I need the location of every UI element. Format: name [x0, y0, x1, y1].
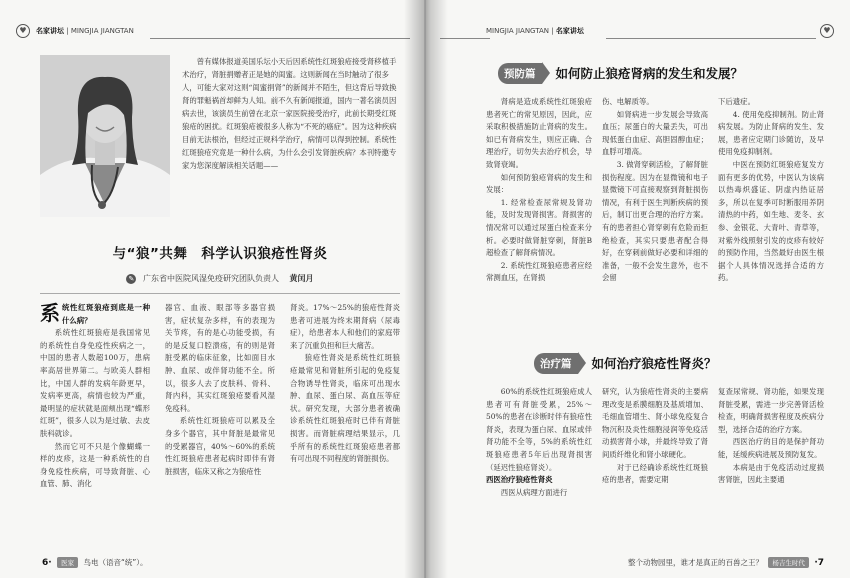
badge-arrow	[542, 62, 550, 84]
section-heading-prevention	[498, 62, 743, 84]
paragraph: 西医从病理方面进行	[500, 487, 568, 497]
header-pinyin: MINGJIA JIANGTAN	[486, 27, 549, 35]
paragraph: 复查尿常规、肾功能，如果发现肾脏受累，需进一步完善肾活检检查，明确肾损害程度及疾病分型，选择合适的治疗方案。	[718, 387, 824, 434]
paragraph: 如肾病进一步发展会导致高血压；尿蛋白的大量丢失，可出现低蛋白血症、高胆固醇血症；血脬可增高。	[602, 109, 708, 157]
paragraph: 肾炎。17%～25%的狼疮性肾炎患者可进展为终末期肾病（尿毒症），给患者本人和他们的家庭带来了沉重负担和巨大痛苦。	[290, 303, 400, 350]
section-badge: 预防篇	[498, 63, 542, 84]
question-text: 统性红斑狼疮到底是一种什么病？	[62, 303, 150, 325]
badge-arrow	[578, 352, 586, 374]
paragraph: 西医治疗的目的是保护肾功能，延缓疾病进展及预防复发。	[718, 437, 824, 459]
paragraph: 4. 使用免疫抑制剂。防止肾病发展。为防止肾病的发生、发展，患者应定期门诊随访，及早使用免疫抑制剂。	[718, 109, 824, 157]
footer-tag: 杨吉生时代	[768, 557, 809, 568]
dropcap: 系	[40, 302, 60, 325]
right-s1-column-2	[602, 96, 708, 332]
footer-text: 整个动物园里，谁才是真正的百兽之王？	[628, 557, 764, 567]
author-name: 黄闰月	[289, 274, 314, 283]
author-org: 广东省中医院风湿免疫研究团队负责人	[143, 274, 279, 283]
section-heading-treatment	[534, 352, 717, 374]
right-s1-column-1	[486, 96, 592, 332]
left-column-3	[290, 302, 400, 542]
header-column-name: 名家讲坛	[36, 27, 64, 35]
right-s1-column-3	[718, 96, 824, 332]
paragraph: 下后遗症。	[718, 97, 755, 106]
paragraph: 系统性红斑狼疮是我国常见的系统性自身免疫性疾病之一，中国的患者人数超100万，患病率高居世界第二。与欧美人群相比，中国人群的发病年龄更早，发病率更高，病情也较为严重，最明显的症状就是面颊出现“蝶形红斑”，很多人以为是过敏、去皮肤科就诊。	[40, 328, 150, 438]
byline	[40, 273, 400, 284]
left-header: 名家讲坛 | MINGJIA JIANGTAN	[36, 27, 134, 35]
left-column-2	[165, 302, 275, 542]
footer-text: 鸟电（语音“统”）。	[83, 557, 148, 567]
page-number: ·7	[814, 557, 824, 568]
section-badge: 治疗篇	[534, 353, 578, 374]
right-s2-column-3	[718, 386, 824, 534]
paragraph: 伤、电解质等。	[602, 97, 654, 106]
author-icon: ✎	[126, 274, 136, 284]
right-page	[426, 0, 850, 578]
paragraph: 对于已经确诊系统性红斑狼疮的患者，需要定期	[602, 462, 708, 485]
right-s2-column-1	[486, 386, 592, 534]
intro-paragraph: 曾有媒体报道美国乐坛小天后因系统性红斑狼疮接受肾移植手术治疗，肾脏捐赠者正是她的闺蜜。这则新闻在当时触动了很多人，可能大家对这则“闺蜜捐肾”的新闻并不陌生，但这背后导致换肾的罪魁祸首却鲜为人知。前不久有新闻报道，国内一著名演员因病去世，该演员生前曾在北京一家医院接受治疗，此前长期受红斑狼疮的困扰。红斑狼疮被很多人称为“不死的癌症”。因为这种疾病目前无法根治，但经过正规科学治疗，病情可以得到控制。系统性红斑狼疮究竟是一种什么病，为什么会引发肾脏疾病？本刊特邀专家为您深度解读相关话题——	[182, 57, 397, 170]
paragraph: 1. 经常检查尿常规及肾功能，及时发现肾损害。肾损害的情况常可以通过尿蛋白检查来分析。必要时做肾脏穿刺，肾脏B超检查了解肾病情况。	[486, 197, 592, 258]
header-pinyin: MINGJIA JIANGTAN	[70, 27, 134, 35]
right-header: MINGJIA JIANGTAN | 名家讲坛	[486, 27, 584, 35]
subheading: 西医治疗狼疮性肾炎	[486, 475, 553, 485]
page-number: 6·	[42, 557, 52, 568]
book-spine-shadow	[404, 0, 448, 578]
paragraph: 本病是由于免疫活动过度损害肾脏，因此主要通	[718, 462, 824, 485]
header-rule	[606, 38, 816, 39]
section-title: 如何治疗狼疮性肾炎？	[591, 356, 717, 371]
paragraph: 如何预防狼疮肾病的发生和发展：	[486, 172, 592, 195]
doctor-photo	[40, 55, 170, 217]
footer-tag: 医家	[57, 557, 78, 568]
right-s2-column-2	[602, 386, 708, 534]
byline-rule	[40, 293, 400, 294]
left-column-1	[40, 302, 150, 542]
paragraph: 研究，认为狼疮性肾炎的主要病理改变是系膜细胞及基质增加、毛细血管增生、肾小球免疫复合物沉积及炎性细胞浸润等免疫活动损害肾小球，并最终导致了肾间质纤维化和肾小球硬化。	[602, 387, 708, 459]
header-column-name: 名家讲坛	[555, 27, 584, 35]
paragraph: 中医在预防红斑狼疮复发方面有更多的优势，中医认为该病以热毒炽盛证、阴虚内热证居多，所以在复季可时断服用养阴清热的中药，如生地、麦冬、玄参、金银花、大青叶、青草等，对紫外线照射引发的皮疹有较好的预防作用，当然最好由医生根据个人具体情况选择合适的方药。	[718, 159, 824, 283]
paragraph: 系统性红斑狼疮可以累及全身多个器官，其中肾脏是最常见的受累器官，40%～60%的系统性红斑狼疮患者起病时即伴有肾脏损害，临床又称之为狼疮性	[165, 416, 275, 476]
article-title: 与“狼”共舞 科学认识狼疮性肾炎	[112, 246, 328, 262]
paragraph: 然而它可不只是个像蝴蝶一样的皮疹，这是一种系统性的自身免疫性疾病，可导致肾脏、心血管、肺、消化	[40, 441, 150, 489]
heart-icon: ♥	[820, 24, 834, 38]
paragraph: 器官、血液、眼部等多器官损害，症状复杂多样，有的表现为关节疼，有的是心功能受损，有的是反复口腔溃疡，有的则是肾脏受累的临床征象，比如面目水肿、血尿、或伴肾功能不全。所以，很多人去了皮肤科、骨科、肾内科，其实红斑狼疮要看风湿免疫科。	[165, 303, 275, 413]
question-heading	[40, 302, 150, 327]
left-footer	[42, 557, 148, 569]
paragraph: 2. 系统性红斑狼疮患者应经常测血压，在肾损	[486, 260, 592, 283]
right-footer	[628, 557, 824, 569]
heart-icon: ♥	[16, 24, 30, 38]
left-page	[0, 0, 424, 578]
paragraph: 狼疮性肾炎是系统性红斑狼疮最常见和肾脏所引起的免疫复合物诱导性肾炎，临床可出现水肿、血尿、蛋白尿、高血压等症状。研究发现，大部分患者被确诊系统性红斑狼疮时已伴有肾脏损害。而肾脏病理结果显示，几乎所有的系统性红斑狼疮患者都有可出现不同程度的肾脏损伤。	[290, 353, 400, 464]
paragraph: 肾病是造成系统性红斑狼疮患者死亡的常见原因，因此，应采取积极措施防止肾病的发生。如已有肾病发生，则应正确、合理治疗，切勿失去治疗机会，导致肾衰竭。	[486, 97, 592, 169]
header-rule	[150, 38, 410, 39]
section-title: 如何防止狼疮肾病的发生和发展？	[555, 66, 744, 81]
paragraph: 3. 做肾穿刺活检，了解肾脏损伤程度。因为在显微镜和电子显微镜下可直接观察到肾脏损伤情况，有利于医生判断疾病的预后，制订出更合理的治疗方案。有的患者担心肾穿刺有危险而拒绝检查，其实只要患者配合得好，在穿刺前做好必要和详细的准备，一般不会发生意外，也不会留	[602, 159, 708, 283]
paragraph: 60%的系统性红斑狼疮成人患者可有肾脏受累，25%～50%的患者在诊断时伴有狼疮性肾炎，表现为蛋白尿、血尿或伴肾功能不全等，5%的系统性红斑狼疮患者5年后出现肾损害（延迟性狼疮肾炎）。	[486, 387, 592, 472]
